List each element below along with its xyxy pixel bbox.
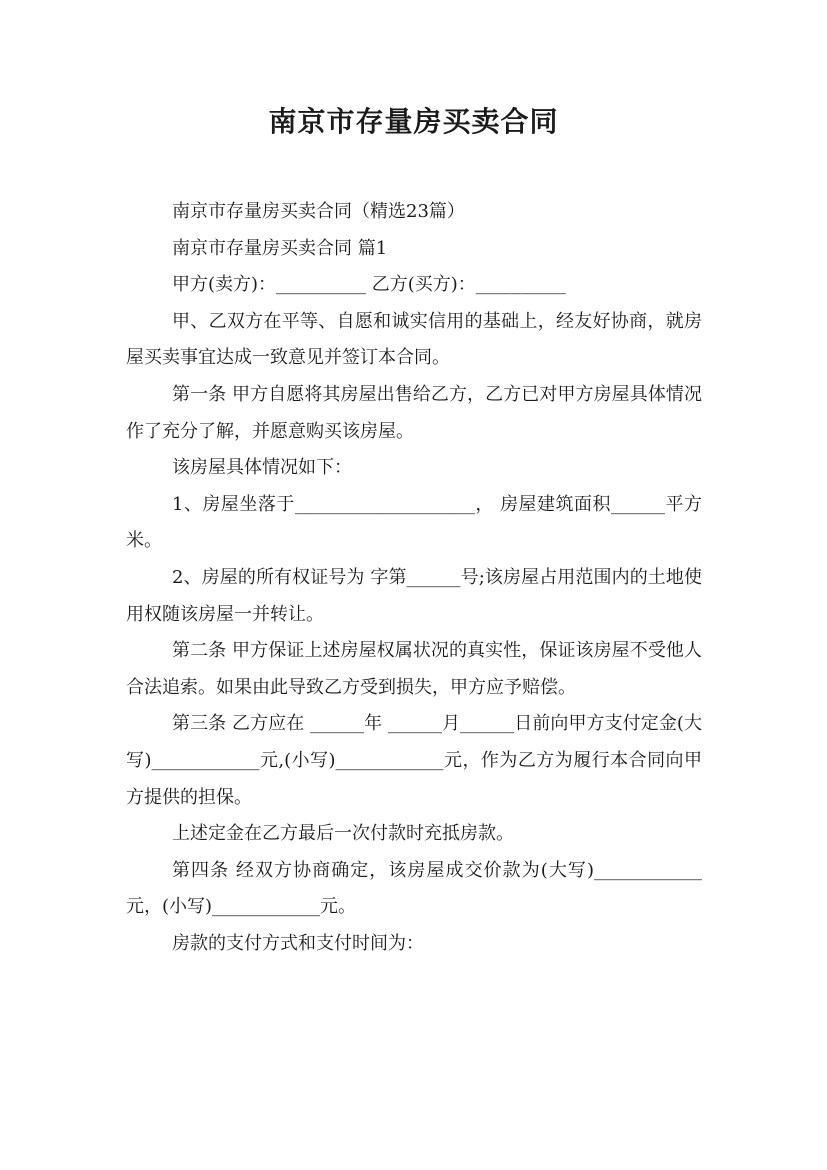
paragraph-preamble: 甲、乙双方在平等、自愿和诚实信用的基础上，经友好协商，就房屋买卖事宜达成一致意见并签订本合同。	[126, 310, 702, 369]
paragraph-parties: 甲方(卖方)：__________ 乙方(买方)：__________	[172, 274, 566, 296]
document-body	[126, 194, 702, 962]
paragraph-article-1: 第一条 甲方自愿将其房屋出售给乙方，乙方已对甲方房屋具体情况作了充分了解，并愿意购买该房屋。	[126, 383, 702, 442]
paragraph-article-3: 第三条 乙方应在 ______年 ______月______日前向甲方支付定金(大写)____________元,(小写)____________元，作为乙方为履行本合同向甲方提供的担保。	[126, 713, 702, 808]
paragraph-article-4: 第四条 经双方协商确定，该房屋成交价款为(大写)____________元，(小写)____________元。	[126, 859, 702, 918]
document-title: 南京市存量房买卖合同	[268, 105, 559, 138]
paragraph-house-details-intro: 该房屋具体情况如下：	[172, 457, 352, 479]
paragraph-payment-method: 房款的支付方式和支付时间为：	[172, 932, 424, 954]
paragraph-article-2: 第二条 甲方保证上述房屋权属状况的真实性，保证该房屋不受他人合法追索。如果由此导致乙方受到损失，甲方应予赔偿。	[126, 640, 702, 698]
paragraph-house-location: 1、房屋坐落于____________________， 房屋建筑面积______平方米。	[126, 493, 702, 552]
paragraph-deposit-offset: 上述定金在乙方最后一次付款时充抵房款。	[172, 823, 514, 845]
paragraph-section-heading: 南京市存量房买卖合同 篇1	[172, 237, 388, 259]
paragraph-ownership-certificate: 2、房屋的所有权证号为 字第______号;该房屋占用范围内的土地使用权随该房屋一并转让。	[126, 566, 702, 625]
paragraph-subtitle: 南京市存量房买卖合同（精选23篇）	[172, 201, 465, 222]
